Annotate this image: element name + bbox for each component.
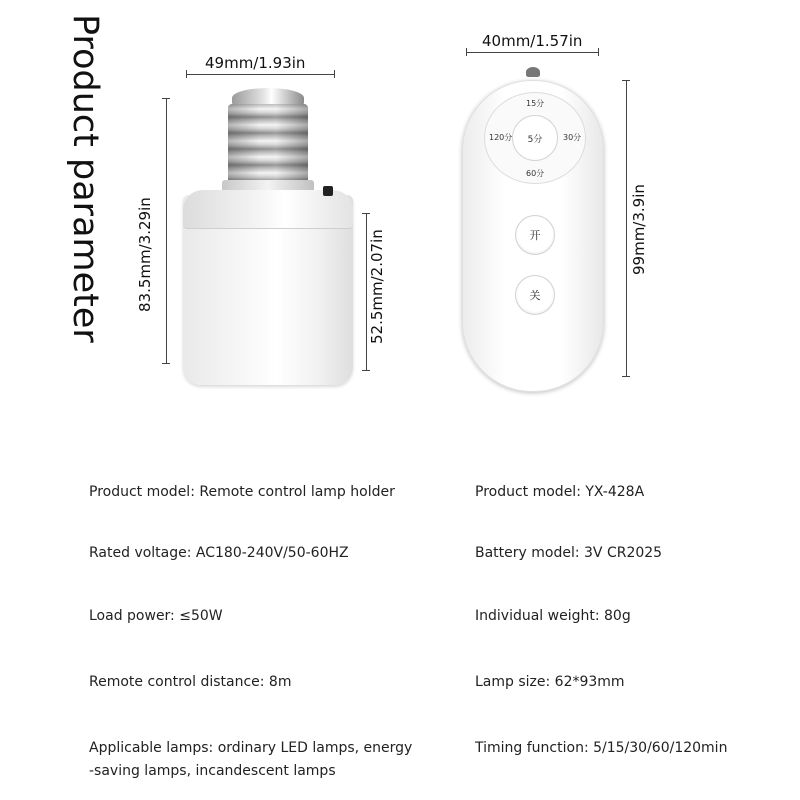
holder-height-tick-top bbox=[162, 98, 170, 99]
holder-body-height-line bbox=[366, 213, 367, 370]
screw-shade bbox=[228, 104, 308, 184]
dial-label-60: 60分 bbox=[526, 169, 545, 178]
remote-height-tick-top bbox=[622, 80, 630, 81]
holder-width-tick-right bbox=[334, 70, 335, 78]
holder-body-height-label: 52.5mm/2.07in bbox=[368, 229, 386, 345]
spec-left-1: Rated voltage: AC180-240V/50-60HZ bbox=[89, 545, 349, 561]
spec-left-0: Product model: Remote control lamp holder bbox=[89, 484, 395, 500]
holder-width-tick-left bbox=[186, 70, 187, 78]
remote-led-icon bbox=[526, 67, 540, 77]
holder-width-label: 49mm/1.93in bbox=[205, 54, 306, 72]
remote-width-label: 40mm/1.57in bbox=[482, 32, 583, 50]
dial-label-15: 15分 bbox=[526, 99, 545, 108]
remote-height-tick-bottom bbox=[622, 376, 630, 377]
timer-5-button[interactable]: 5分 bbox=[512, 115, 558, 161]
spec-right-4: Timing function: 5/15/30/60/120min bbox=[475, 740, 728, 756]
on-button[interactable]: 开 bbox=[515, 215, 555, 255]
spec-left-4: Applicable lamps: ordinary LED lamps, energy bbox=[89, 740, 413, 756]
dial-label-120: 120分 bbox=[489, 133, 513, 142]
spec-left-5: -saving lamps, incandescent lamps bbox=[89, 763, 336, 779]
holder-body-tick-bottom bbox=[362, 370, 370, 371]
spec-right-3: Lamp size: 62*93mm bbox=[475, 674, 625, 690]
remote-height-label: 99mm/3.9in bbox=[630, 184, 648, 276]
remote-width-tick-right bbox=[598, 48, 599, 56]
holder-width-line bbox=[186, 74, 334, 75]
holder-height-line bbox=[166, 98, 167, 363]
remote-width-line bbox=[466, 52, 598, 53]
spec-left-3: Remote control distance: 8m bbox=[89, 674, 292, 690]
switch-nub-icon bbox=[323, 186, 333, 196]
holder-height-label: 83.5mm/3.29in bbox=[136, 197, 154, 313]
remote-height-line bbox=[626, 80, 627, 376]
holder-body-tick-top bbox=[362, 213, 370, 214]
remote-width-tick-left bbox=[466, 48, 467, 56]
off-button[interactable]: 关 bbox=[515, 275, 555, 315]
page-title: Product parameter bbox=[65, 14, 105, 343]
dial-label-30: 30分 bbox=[563, 133, 582, 142]
spec-right-1: Battery model: 3V CR2025 bbox=[475, 545, 663, 561]
spec-right-0: Product model: YX-428A bbox=[475, 484, 645, 500]
holder-height-tick-bottom bbox=[162, 363, 170, 364]
spec-left-2: Load power: ≤50W bbox=[89, 608, 223, 624]
spec-right-2: Individual weight: 80g bbox=[475, 608, 631, 624]
